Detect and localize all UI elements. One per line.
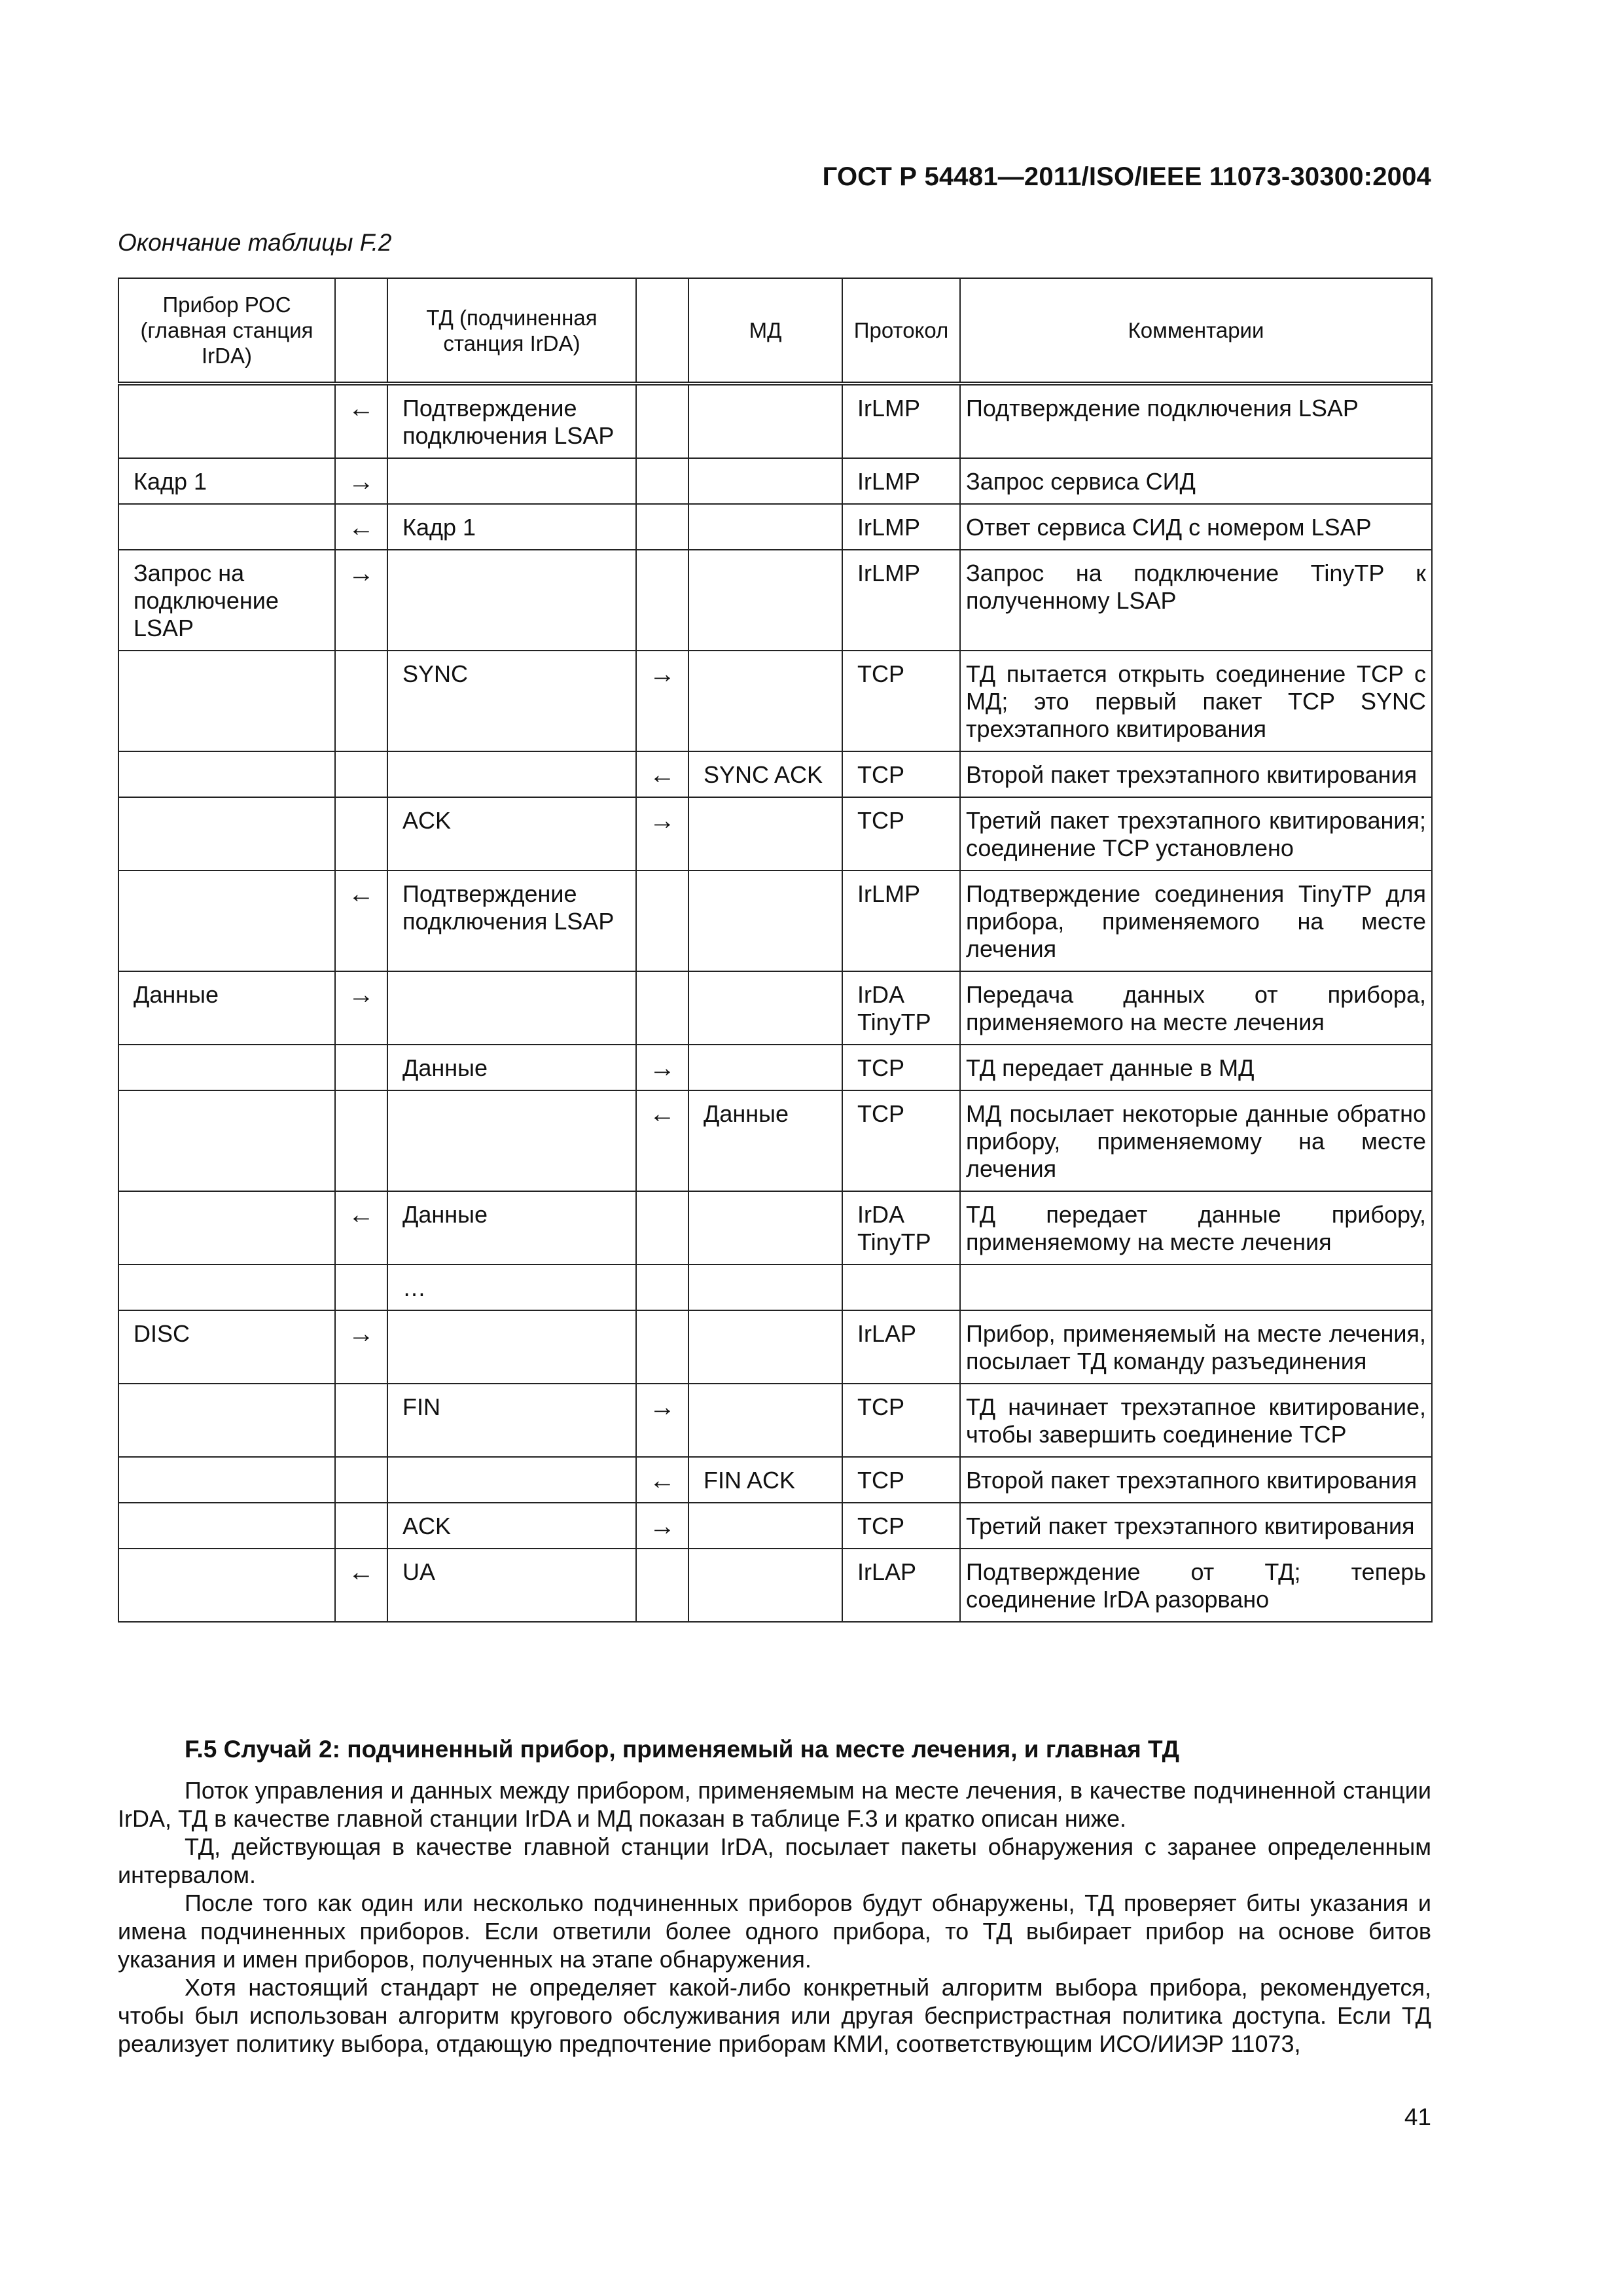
arrow-cell: ←: [335, 870, 387, 971]
cell-protocol: IrLMP: [842, 870, 960, 971]
arrow-cell: →: [636, 1045, 688, 1090]
cell-protocol: TCP: [842, 1090, 960, 1191]
table-row: [118, 870, 1432, 971]
arrow-cell: ←: [636, 751, 688, 797]
cell-comment: Второй пакет трехэтапного квитирования: [960, 1457, 1432, 1503]
cell-protocol: TCP: [842, 1503, 960, 1549]
paragraph: Поток управления и данных между прибором, применяемым на месте лечения, в качестве подчиненной станции IrDA, ТД в качестве главной станции IrDA и МД показан в таблице F.3 и кратко описан ниже.: [118, 1777, 1431, 1832]
arrow-cell: ←: [335, 1191, 387, 1265]
cell-md: [688, 458, 842, 504]
cell-protocol: TCP: [842, 1457, 960, 1503]
cell-protocol: TCP: [842, 751, 960, 797]
arrow-cell: [636, 458, 688, 504]
cell-protocol: IrLAP: [842, 1310, 960, 1384]
cell-comment: Подтверждение подключения LSAP: [960, 384, 1432, 458]
cell-comment: Запрос на подключение TinyTP к полученному LSAP: [960, 550, 1432, 651]
section-body: [118, 1776, 1431, 2058]
table-row: [118, 751, 1432, 797]
cell-md: [688, 651, 842, 751]
arrow-cell: [636, 971, 688, 1045]
arrow-cell: [335, 1503, 387, 1549]
arrow-cell: →: [636, 651, 688, 751]
cell-comment: Прибор, применяемый на месте лечения, посылает ТД команду разъединения: [960, 1310, 1432, 1384]
cell-protocol: TCP: [842, 797, 960, 870]
cell-device: [118, 651, 335, 751]
cell-md: SYNC ACK: [688, 751, 842, 797]
cell-td: FIN: [387, 1384, 636, 1457]
arrow-cell: [335, 1090, 387, 1191]
cell-td: [387, 458, 636, 504]
table-row: [118, 1045, 1432, 1090]
cell-td: [387, 550, 636, 651]
cell-comment: [960, 1265, 1432, 1310]
arrow-cell: [335, 1265, 387, 1310]
protocol-flow-table: [118, 278, 1433, 1623]
cell-td: Кадр 1: [387, 504, 636, 550]
cell-td: Подтверждение подключения LSAP: [387, 870, 636, 971]
cell-comment: Передача данных от прибора, применяемого на месте лечения: [960, 971, 1432, 1045]
section-title: F.5 Случай 2: подчиненный прибор, применяемый на месте лечения, и главная ТД: [185, 1736, 1179, 1763]
table-row: [118, 971, 1432, 1045]
cell-device: [118, 1191, 335, 1265]
cell-md: [688, 1045, 842, 1090]
cell-td: Данные: [387, 1045, 636, 1090]
table-row: [118, 1191, 1432, 1265]
cell-device: [118, 1384, 335, 1457]
cell-md: FIN ACK: [688, 1457, 842, 1503]
cell-device: Запрос на подключение LSAP: [118, 550, 335, 651]
table-row: [118, 550, 1432, 651]
arrow-cell: [636, 384, 688, 458]
arrow-cell: [636, 504, 688, 550]
cell-device: [118, 1549, 335, 1622]
cell-protocol: [842, 1265, 960, 1310]
cell-protocol: IrDA TinyTP: [842, 1191, 960, 1265]
arrow-cell: [636, 1549, 688, 1622]
table-header-row: [118, 278, 1432, 384]
table-row: [118, 1090, 1432, 1191]
cell-device: [118, 1265, 335, 1310]
cell-comment: Подтверждение соединения TinyTP для прибора, применяемого на месте лечения: [960, 870, 1432, 971]
header-comments: Комментарии: [960, 278, 1432, 384]
cell-protocol: IrLAP: [842, 1549, 960, 1622]
cell-comment: Ответ сервиса СИД с номером LSAP: [960, 504, 1432, 550]
cell-td: [387, 1457, 636, 1503]
cell-device: Данные: [118, 971, 335, 1045]
page-number: 41: [1404, 2104, 1431, 2130]
paragraph: ТД, действующая в качестве главной станции IrDA, посылает пакеты обнаружения с заранее определенным интервалом.: [118, 1833, 1431, 1888]
arrow-cell: [636, 870, 688, 971]
cell-md: [688, 504, 842, 550]
table-row: [118, 651, 1432, 751]
cell-td: Подтверждение подключения LSAP: [387, 384, 636, 458]
cell-md: [688, 1310, 842, 1384]
table-row: [118, 1503, 1432, 1549]
arrow-cell: [335, 751, 387, 797]
cell-protocol: IrLMP: [842, 550, 960, 651]
cell-md: [688, 1549, 842, 1622]
cell-comment: ТД передает данные прибору, применяемому на месте лечения: [960, 1191, 1432, 1265]
cell-device: [118, 797, 335, 870]
arrow-cell: [335, 1457, 387, 1503]
cell-protocol: TCP: [842, 1384, 960, 1457]
arrow-cell: →: [335, 550, 387, 651]
cell-md: [688, 1503, 842, 1549]
header-arrow-1: [335, 278, 387, 384]
arrow-cell: →: [636, 1384, 688, 1457]
header-td: ТД (подчиненная станция IrDA): [387, 278, 636, 384]
cell-protocol: TCP: [842, 1045, 960, 1090]
cell-td: [387, 751, 636, 797]
cell-device: DISC: [118, 1310, 335, 1384]
table-row: [118, 384, 1432, 458]
cell-td: SYNC: [387, 651, 636, 751]
cell-comment: Подтверждение от ТД; теперь соединение IrDA разорвано: [960, 1549, 1432, 1622]
arrow-cell: →: [636, 1503, 688, 1549]
cell-protocol: IrLMP: [842, 384, 960, 458]
arrow-cell: [636, 1191, 688, 1265]
header-device: Прибор РОС (главная станция IrDA): [118, 278, 335, 384]
cell-md: [688, 870, 842, 971]
header-md: МД: [688, 278, 842, 384]
arrow-cell: ←: [335, 384, 387, 458]
cell-device: [118, 870, 335, 971]
arrow-cell: [335, 797, 387, 870]
header-protocol: Протокол: [842, 278, 960, 384]
header-arrow-2: [636, 278, 688, 384]
arrow-cell: →: [335, 458, 387, 504]
arrow-cell: [335, 1384, 387, 1457]
cell-comment: Третий пакет трехэтапного квитирования: [960, 1503, 1432, 1549]
cell-md: [688, 550, 842, 651]
arrow-cell: ←: [335, 1549, 387, 1622]
table-row: [118, 1310, 1432, 1384]
cell-protocol: IrDA TinyTP: [842, 971, 960, 1045]
table-row: [118, 1265, 1432, 1310]
cell-comment: МД посылает некоторые данные обратно прибору, применяемому на месте лечения: [960, 1090, 1432, 1191]
arrow-cell: ←: [636, 1090, 688, 1191]
table-row: [118, 797, 1432, 870]
cell-td: …: [387, 1265, 636, 1310]
paragraph: Хотя настоящий стандарт не определяет какой-либо конкретный алгоритм выбора прибора, рекомендуется, чтобы был использован алгоритм кругового обслуживания или другая беспристрастная политика доступа. Если ТД реализует политику выбора, отдающую предпочтение приборам КМИ, соответствующим ИСО/ИИЭР 11073,: [118, 1974, 1431, 2057]
arrow-cell: [636, 550, 688, 651]
table-row: [118, 458, 1432, 504]
table-row: [118, 504, 1432, 550]
arrow-cell: [335, 651, 387, 751]
cell-comment: ТД начинает трехэтапное квитирование, чтобы завершить соединение TCP: [960, 1384, 1432, 1457]
arrow-cell: →: [335, 971, 387, 1045]
cell-td: [387, 1090, 636, 1191]
cell-device: [118, 1503, 335, 1549]
cell-td: ACK: [387, 1503, 636, 1549]
cell-md: Данные: [688, 1090, 842, 1191]
cell-comment: Второй пакет трехэтапного квитирования: [960, 751, 1432, 797]
cell-td: [387, 971, 636, 1045]
arrow-cell: →: [335, 1310, 387, 1384]
arrow-cell: [636, 1265, 688, 1310]
cell-device: [118, 1090, 335, 1191]
cell-device: [118, 751, 335, 797]
table-row: [118, 1549, 1432, 1622]
arrow-cell: ←: [335, 504, 387, 550]
cell-comment: Запрос сервиса СИД: [960, 458, 1432, 504]
arrow-cell: [636, 1310, 688, 1384]
cell-td: UA: [387, 1549, 636, 1622]
cell-protocol: TCP: [842, 651, 960, 751]
table-row: [118, 1457, 1432, 1503]
cell-comment: ТД передает данные в МД: [960, 1045, 1432, 1090]
arrow-cell: [335, 1045, 387, 1090]
cell-md: [688, 1265, 842, 1310]
cell-device: [118, 1457, 335, 1503]
cell-protocol: IrLMP: [842, 458, 960, 504]
cell-td: Данные: [387, 1191, 636, 1265]
cell-comment: Третий пакет трехэтапного квитирования; соединение TCP установлено: [960, 797, 1432, 870]
cell-td: ACK: [387, 797, 636, 870]
cell-protocol: IrLMP: [842, 504, 960, 550]
cell-comment: ТД пытается открыть соединение TCP с МД; это первый пакет TCP SYNC трехэтапного квитирования: [960, 651, 1432, 751]
cell-md: [688, 971, 842, 1045]
cell-md: [688, 1191, 842, 1265]
paragraph: После того как один или несколько подчиненных приборов будут обнаружены, ТД проверяет биты указания и имена подчиненных приборов. Если ответили более одного прибора, то ТД выбирает прибор на основе битов указания и имен приборов, полученных на этапе обнаружения.: [118, 1890, 1431, 1973]
cell-device: [118, 384, 335, 458]
arrow-cell: →: [636, 797, 688, 870]
document-header: ГОСТ Р 54481—2011/ISO/IEEE 11073-30300:2004: [822, 162, 1431, 191]
cell-device: Кадр 1: [118, 458, 335, 504]
cell-device: [118, 1045, 335, 1090]
cell-md: [688, 797, 842, 870]
table-row: [118, 1384, 1432, 1457]
cell-md: [688, 384, 842, 458]
cell-device: [118, 504, 335, 550]
cell-td: [387, 1310, 636, 1384]
table-caption: Окончание таблицы F.2: [118, 229, 392, 256]
arrow-cell: ←: [636, 1457, 688, 1503]
cell-md: [688, 1384, 842, 1457]
